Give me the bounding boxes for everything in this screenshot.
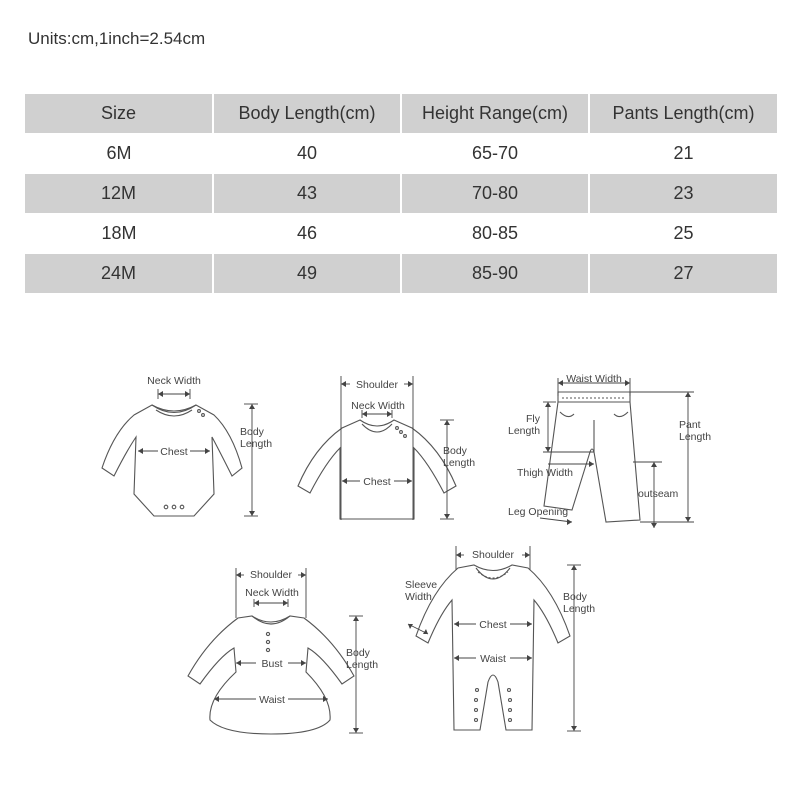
label-length: Length: [346, 659, 379, 671]
label-pant-length: Length: [679, 431, 712, 443]
label-body: Body: [443, 445, 467, 457]
header-size: Size: [25, 94, 213, 134]
label-length: Length: [443, 457, 476, 469]
table-row: [25, 174, 777, 214]
label-neck-width: Neck Width: [245, 587, 299, 599]
cell-size: 24M: [25, 254, 213, 294]
label-fly-length: Length: [508, 425, 541, 437]
pants-outline: [544, 392, 640, 522]
cell-size: 18M: [25, 214, 213, 254]
label-chest: Chest: [479, 619, 507, 631]
cell-pants-length: 27: [589, 254, 777, 294]
label-pant: Pant: [679, 419, 701, 431]
label-body: Body: [240, 426, 264, 438]
cell-height-range: 70-80: [401, 174, 589, 214]
shirt-outline: [298, 420, 456, 519]
label-leg-opening: Leg Opening: [508, 506, 569, 518]
label-neck-width: Neck Width: [351, 400, 405, 412]
pants-diagram: [508, 373, 711, 528]
label-sleeve: Sleeve: [405, 579, 438, 591]
shirt-diagram: [298, 376, 475, 520]
label-chest: Chest: [363, 476, 391, 488]
units-note: Units:cm,1inch=2.54cm: [28, 29, 206, 48]
table-header-row: [25, 94, 777, 134]
label-shoulder: Shoulder: [355, 379, 399, 391]
label-length: Length: [563, 603, 596, 615]
label-chest: Chest: [160, 446, 188, 458]
cell-body-length: 46: [213, 214, 401, 254]
cell-pants-length: 21: [589, 134, 777, 174]
dress-diagram: [188, 568, 378, 734]
header-height-range: Height Range(cm): [401, 94, 589, 134]
table-row: [25, 214, 777, 254]
label-neck-width: Neck Width: [147, 375, 201, 387]
size-chart-table: [24, 94, 777, 294]
label-sleeve-width: Width: [405, 591, 432, 603]
romper-outline: [416, 565, 570, 730]
cell-height-range: 80-85: [401, 214, 589, 254]
label-fly: Fly: [526, 413, 540, 425]
cell-body-length: 40: [213, 134, 401, 174]
label-waist: Waist: [480, 653, 506, 665]
bodysuit-outline: [102, 405, 242, 516]
label-length: Length: [240, 438, 273, 450]
label-thigh-width: Thigh Width: [517, 467, 574, 479]
label-bust: Bust: [261, 658, 283, 670]
table-row: [25, 254, 777, 294]
label-waist: Waist: [259, 694, 285, 706]
cell-size: 6M: [25, 134, 213, 174]
measurement-diagrams: [0, 360, 800, 760]
cell-body-length: 43: [213, 174, 401, 214]
dress-outline: [188, 616, 354, 734]
cell-body-length: 49: [213, 254, 401, 294]
label-outseam: outseam: [638, 488, 679, 500]
table-row: [25, 134, 777, 174]
cell-size: 12M: [25, 174, 213, 214]
cell-pants-length: 23: [589, 174, 777, 214]
cell-pants-length: 25: [589, 214, 777, 254]
cell-height-range: 65-70: [401, 134, 589, 174]
header-pants-length: Pants Length(cm): [589, 94, 777, 134]
label-waist-width: Waist Width: [566, 373, 622, 385]
label-shoulder: Shoulder: [249, 569, 293, 581]
label-shoulder: Shoulder: [471, 549, 515, 561]
cell-height-range: 85-90: [401, 254, 589, 294]
romper-diagram: [405, 546, 595, 731]
header-body-length: Body Length(cm): [213, 94, 401, 134]
bodysuit-diagram: [102, 375, 272, 516]
label-body: Body: [346, 647, 370, 659]
label-body: Body: [563, 591, 587, 603]
